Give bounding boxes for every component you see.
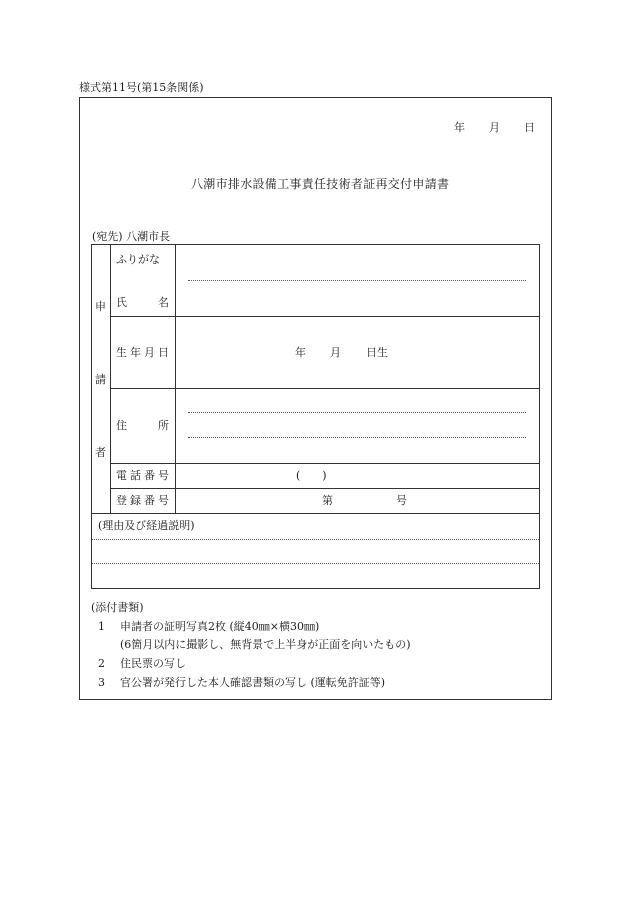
side-label-1: 申 [95,300,106,313]
reason-line-2[interactable] [92,563,539,564]
birth-year-label: 年 [295,346,306,359]
attachment-text: 申請者の証明写真2枚 (縦40㎜×横30㎜) [120,620,320,633]
name-label-1: 氏 [116,296,127,309]
reason-label: (理由及び経過説明) [98,519,195,532]
furigana-label: ふりがな [116,253,160,266]
side-label-3: 者 [95,446,106,459]
address-field-line-2[interactable] [188,437,526,438]
registration-suffix: 号 [396,494,407,507]
form-number: 様式第11号(第15条関係) [79,81,204,94]
addressee: (宛先) 八潮市長 [92,230,171,243]
address-label-1: 住 [116,419,127,432]
birth-label: 生年月日 [116,346,172,359]
side-label-2: 請 [95,373,106,386]
row-separator [111,463,540,464]
attachment-num: 1 [98,620,105,633]
birth-day-label: 日生 [366,346,388,359]
furigana-name-field[interactable] [188,280,526,281]
attachment-text: 官公署が発行した本人確認書類の写し (運転免許証等) [120,676,386,689]
reason-line-1[interactable] [92,539,539,540]
date-month-label: 月 [489,121,500,134]
label-column-divider [175,244,176,514]
row-separator [111,316,540,317]
attachment-num: 2 [98,657,105,670]
address-label-2: 所 [158,419,169,432]
date-year-label: 年 [454,121,465,134]
attachment-text: 住民票の写し [120,657,186,670]
attachment-note: (6箇月以内に撮影し、無背景で上半身が正面を向いたもの) [120,638,411,651]
phone-label: 電話番号 [116,469,172,482]
attachments-heading: (添付書類) [91,601,144,614]
phone-parens[interactable]: ( ) [296,469,327,482]
address-field-line-1[interactable] [188,412,526,413]
birth-month-label: 月 [330,346,341,359]
attachment-num: 3 [98,676,105,689]
page-title: 八潮市排水設備工事責任技術者証再交付申請書 [191,177,450,191]
name-label-2: 名 [158,296,169,309]
registration-label: 登録番号 [116,494,172,507]
registration-prefix: 第 [322,494,333,507]
row-separator [111,488,540,489]
date-day-label: 日 [524,121,535,134]
row-separator [111,388,540,389]
